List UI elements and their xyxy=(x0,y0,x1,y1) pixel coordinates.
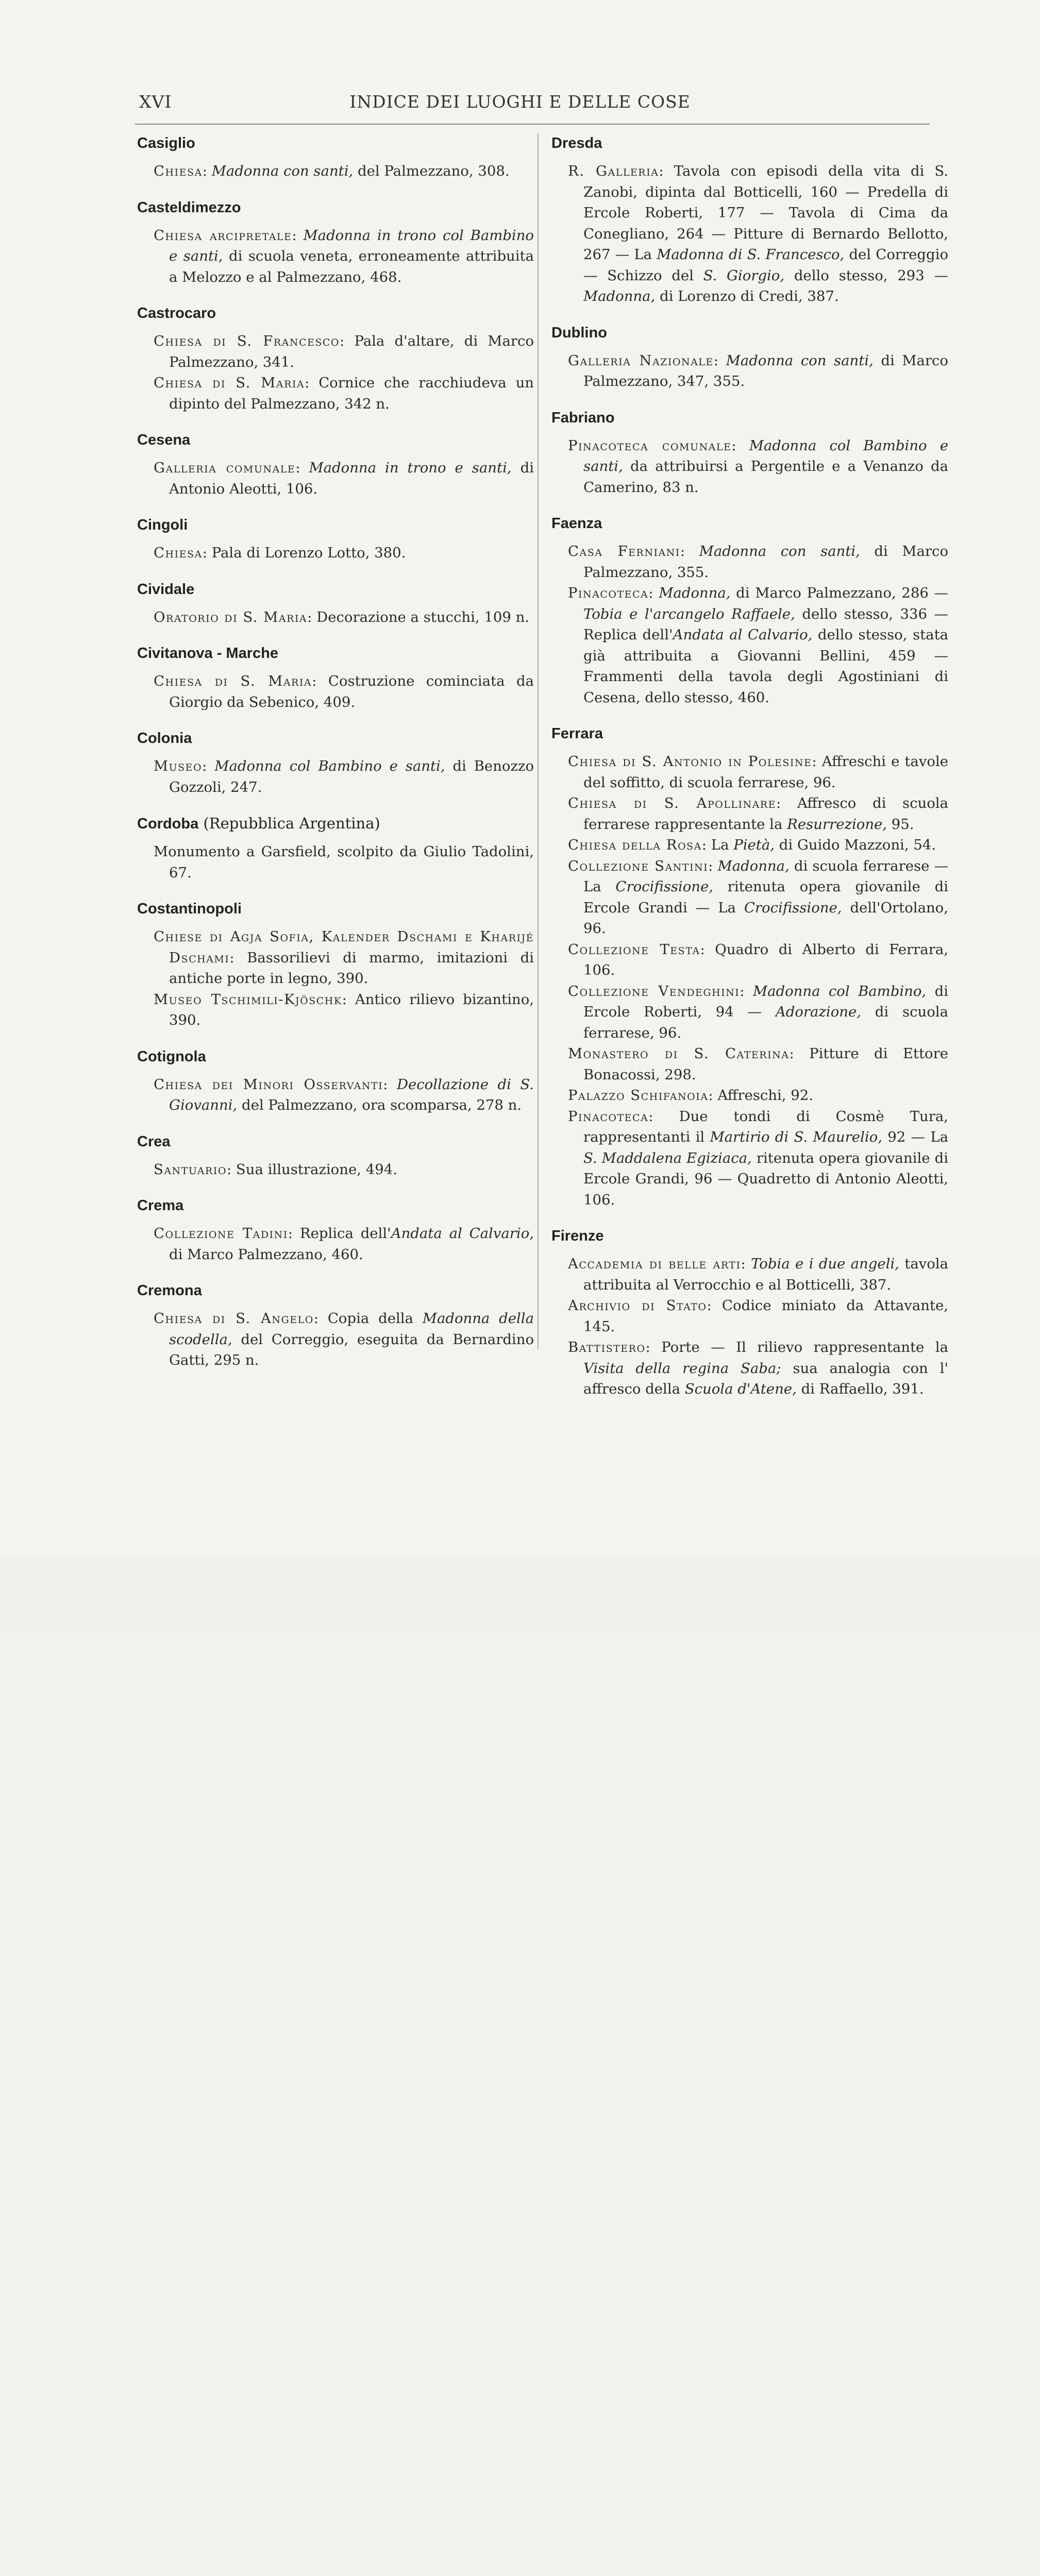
index-entry-group xyxy=(137,728,534,798)
index-entry: Chiesa di S. Angelo: Copia della Madonna della scodella, del Correggio, eseguita da Bernardino Gatti, 295 n. xyxy=(154,1310,534,1368)
index-entry: Museo Tschimili-Kjöschk: Antico rilievo bizantino, 390. xyxy=(154,991,534,1028)
index-entry-group xyxy=(551,1226,948,1400)
index-entry-group xyxy=(137,643,534,713)
index-entry: Galleria Nazionale: Madonna con santi, di Marco Palmezzano, 347, 355. xyxy=(568,352,948,389)
index-entry-group xyxy=(137,515,534,564)
place-heading: Casiglio xyxy=(137,135,195,151)
index-entry-group xyxy=(551,133,948,307)
place-heading: Crea xyxy=(137,1133,171,1150)
index-entry: Chiesa di S. Antonio in Polesine: Affreschi e tavole del soffitto, di scuola ferrarese, 96. xyxy=(568,753,948,791)
index-entry: Chiesa arcipretale: Madonna in trono col Bambino e santi, di scuola veneta, erroneamente attribuita a Melozzo e al Palmezzano, 468. xyxy=(154,227,534,285)
index-entry-group xyxy=(137,430,534,499)
place-heading: Colonia xyxy=(137,730,192,747)
place-heading: Civitanova - Marche xyxy=(137,645,278,662)
index-entry-group xyxy=(137,813,534,883)
place-heading: Dublino xyxy=(551,324,607,341)
index-entry-group xyxy=(137,1046,534,1116)
running-header xyxy=(135,92,905,117)
index-entry: Chiesa di S. Maria: Costruzione cominciata da Giorgio da Sebenico, 409. xyxy=(154,673,534,710)
place-heading: Castrocaro xyxy=(137,305,216,321)
index-entry: Galleria comunale: Madonna in trono e santi, di Antonio Aleotti, 106. xyxy=(154,460,534,497)
index-entry: Museo: Madonna col Bambino e santi, di Benozzo Gozzoli, 247. xyxy=(154,758,534,795)
column-divider xyxy=(538,133,539,1349)
index-entry-group xyxy=(551,408,948,498)
index-entry-group xyxy=(137,133,534,182)
place-heading: Cesena xyxy=(137,432,191,448)
index-entry: Chiesa: Madonna con santi, del Palmezzano, 308. xyxy=(154,163,510,179)
place-heading: Cividale xyxy=(137,581,195,598)
index-entry-group xyxy=(551,723,948,1210)
index-entry: R. Galleria: Tavola con episodi della vita di S. Zanobi, dipinta dal Botticelli, 160 — Predella di Ercole Roberti, 177 — Tavola di Cima da Conegliano, 264 — Pitture di Bernardo Bellotto, 267 — La Madonna di S. Francesco, del Correggio — Schizzo del S. Giorgio, dello stesso, 293 — Madonna, di Lorenzo di Credi, 387. xyxy=(568,163,948,304)
place-heading: Firenze xyxy=(551,1228,604,1244)
index-entry-group xyxy=(137,899,534,1031)
index-entry: Chiesa di S. Francesco: Pala d'altare, di Marco Palmezzano, 341. xyxy=(154,333,534,370)
place-heading: Faenza xyxy=(551,515,602,532)
place-heading: Fabriano xyxy=(551,409,615,426)
index-entry-group xyxy=(137,579,534,628)
place-heading: Cordoba (Repubblica Argentina) xyxy=(137,815,380,832)
index-entry: Battistero: Porte — Il rilievo rappresentante la Visita della regina Saba; sua analogia con l' affresco della Scuola d'Atene, di Raffaello, 391. xyxy=(568,1339,948,1397)
index-entry: Pinacoteca: Madonna, di Marco Palmezzano, 286 — Tobia e l'arcangelo Raffaele, dello stesso, 336 — Replica dell'Andata al Calvario, dello stesso, stata già attribuita a Giovanni Bellini, 459 — Frammenti della tavola degli Agostiniani di Cesena, dello stesso, 460. xyxy=(568,585,949,706)
index-entry-group xyxy=(551,323,948,392)
index-entry: Collezione Vendeghini: Madonna col Bambino, di Ercole Roberti, 94 — Adorazione, di scuola ferrarese, 96. xyxy=(568,982,948,1041)
index-entry: Chiesa: Pala di Lorenzo Lotto, 380. xyxy=(154,545,406,561)
place-heading: Cremona xyxy=(137,1282,202,1299)
index-entry: Archivio di Stato: Codice miniato da Attavante, 145. xyxy=(568,1297,948,1335)
left-column xyxy=(137,133,534,1386)
index-entry-group xyxy=(137,303,534,414)
index-entry-group xyxy=(551,513,948,708)
index-entry: Chiesa della Rosa: La Pietà, di Guido Mazzoni, 54. xyxy=(568,837,936,853)
index-entry-group xyxy=(137,1280,534,1371)
index-entry: Collezione Santini: Madonna, di scuola ferrarese — La Crocifissione, ritenuta opera giovanile di Ercole Grandi — La Crocifissione, dell'Ortolano, 96. xyxy=(568,857,948,937)
index-entry: Chiesa di S. Maria: Cornice che racchiudeva un dipinto del Palmezzano, 342 n. xyxy=(154,375,534,412)
page-number: XVI xyxy=(139,92,172,112)
index-entry: Chiese di Agja Sofia, Kalender Dschami e Kharijé Dschami: Bassorilievi di marmo, imitazioni di antiche porte in legno, 390. xyxy=(154,928,534,987)
place-heading: Cotignola xyxy=(137,1048,206,1065)
index-entry: Santuario: Sua illustrazione, 494. xyxy=(154,1161,397,1178)
index-entry-group xyxy=(137,197,534,288)
index-entry: Chiesa dei Minori Osservanti: Decollazione di S. Giovanni, del Palmezzano, ora scomparsa, 278 n. xyxy=(154,1076,534,1113)
index-entry: Chiesa di S. Apollinare: Affresco di scuola ferrarese rappresentante la Resurrezione, 95. xyxy=(568,795,948,833)
place-heading: Casteldimezzo xyxy=(137,199,241,216)
place-heading: Crema xyxy=(137,1197,184,1214)
index-entry: Pinacoteca comunale: Madonna col Bambino e santi, da attribuirsi a Pergentile e a Venanzo da Camerino, 83 n. xyxy=(568,437,948,496)
index-entry-group xyxy=(137,1131,534,1180)
right-column xyxy=(551,133,948,1415)
index-entry: Accademia di belle arti: Tobia e i due angeli, tavola attribuita al Verrocchio e al Botticelli, 387. xyxy=(568,1256,948,1293)
page-title: INDICE DEI LUOGHI E DELLE COSE xyxy=(349,92,691,112)
place-heading: Cingoli xyxy=(137,517,188,533)
place-heading: Costantinopoli xyxy=(137,901,242,917)
index-entry: Monumento a Garsfield, scolpito da Giulio Tadolini, 67. xyxy=(154,843,534,881)
index-entry: Pinacoteca: Due tondi di Cosmè Tura, rappresentanti il Martirio di S. Maurelio, 92 — La S. Maddalena Egiziaca, ritenuta opera giovanile di Ercole Grandi, 96 — Quadretto di Antonio Aleotti, 106. xyxy=(568,1108,949,1208)
place-heading: Ferrara xyxy=(551,725,603,742)
index-entry: Monastero di S. Caterina: Pitture di Ettore Bonacossi, 298. xyxy=(568,1045,948,1083)
footer-bar xyxy=(0,1556,1040,1634)
index-entry: Collezione Tadini: Replica dell'Andata al Calvario, di Marco Palmezzano, 460. xyxy=(154,1225,534,1263)
index-entry: Palazzo Schifanoia: Affreschi, 92. xyxy=(568,1087,813,1104)
index-entry-group xyxy=(137,1195,534,1265)
header-rule xyxy=(135,124,930,125)
index-entry: Casa Ferniani: Madonna con santi, di Marco Palmezzano, 355. xyxy=(568,543,949,581)
index-entry: Oratorio di S. Maria: Decorazione a stucchi, 109 n. xyxy=(154,608,530,625)
place-heading: Dresda xyxy=(551,135,602,151)
index-entry: Collezione Testa: Quadro di Alberto di Ferrara, 106. xyxy=(568,941,948,978)
